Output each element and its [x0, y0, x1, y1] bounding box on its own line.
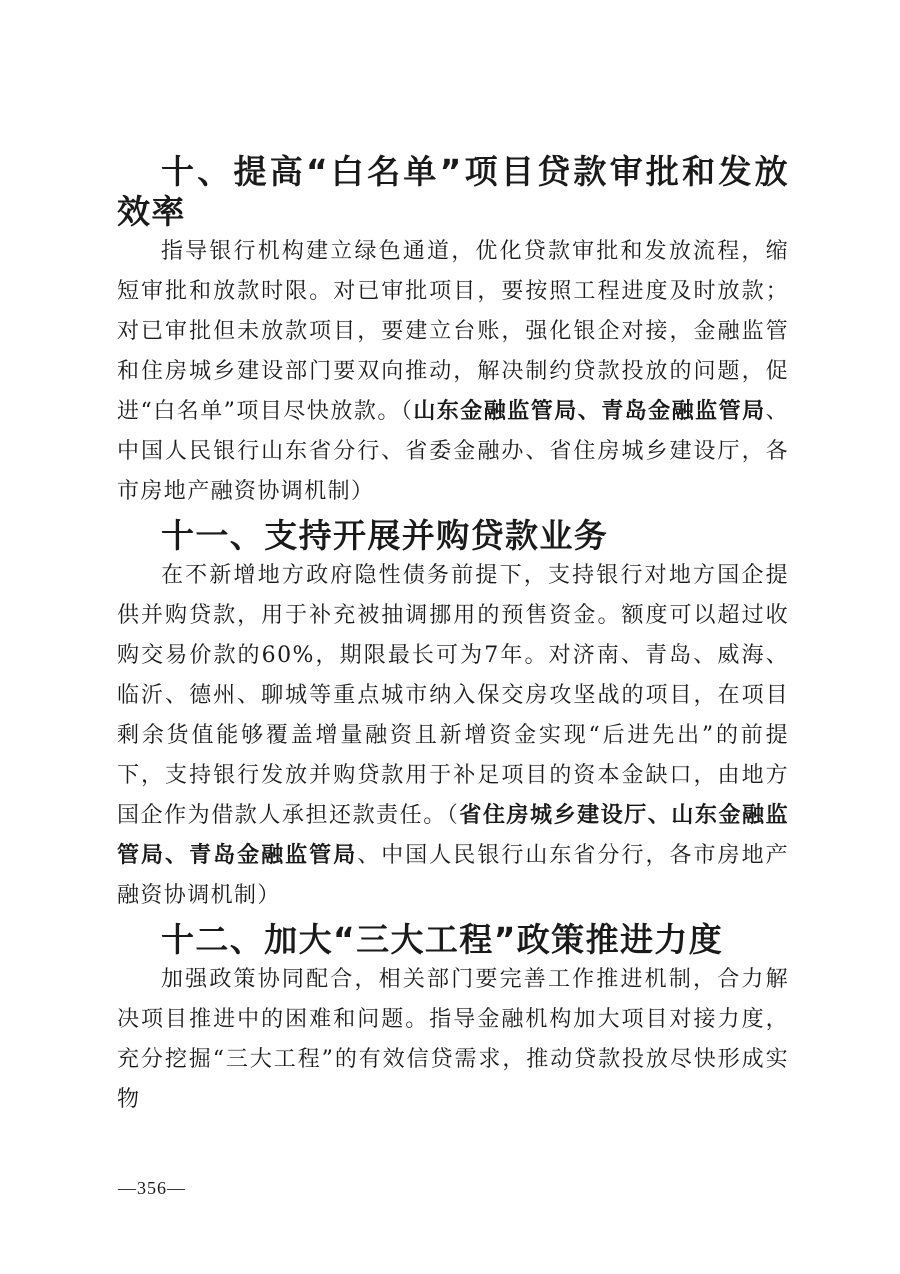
section-10-text: 指导银行机构建立绿色通道，优化贷款审批和发放流程，缩短审批和放款时限。对已审批项目，要按照工程进度及时放款；对已审批但未放款项目，要建立台账，强化银企对接，金融监管和住房城乡建设部门要双向推动，解决制约贷款投放的问题，促进“白名单”项目尽快放款。	[117, 239, 789, 424]
section-10-body	[117, 232, 789, 512]
section-11-text: 在不新增地方政府隐性债务前提下，支持银行对地方国企提供并购贷款，用于补充被抽调挪用的预售资金。额度可以超过收购交易价款的60%，期限最长可为7年。对济南、青岛、威海、临沂、德州、聊城等重点城市纳入保交房攻坚战的项目，在项目剩余货值能够覆盖增量融资且新增资金实现“后进先出”的前提下，支持银行发放并购贷款用于补足项目的资本金缺口，由地方国企作为借款人承担还款责任。	[117, 563, 789, 828]
document-body	[117, 152, 789, 1124]
section-11-body	[117, 556, 789, 916]
section-12-body	[117, 960, 789, 1120]
section-10-other-agencies: 、中国人民银行山东省分行、省委金融办、省住房城乡建设厅，各市房地产融资协调机制）	[117, 399, 789, 504]
section-10-title: 十、提高“白名单”项目贷款审批和发放效率	[117, 152, 789, 231]
section-11-lead-agencies: 省住房城乡建设厅、山东金融监管局、青岛金融监管局	[117, 803, 789, 868]
section-10-lead-agencies: 山东金融监管局、青岛金融监管局	[413, 399, 766, 424]
section-10-agency-open: （	[400, 399, 414, 424]
section-11-agency-open: （	[446, 803, 460, 828]
section-12-text: 加强政策协同配合，相关部门要完善工作推进机制，合力解决项目推进中的困难和问题。指导金融机构加大项目对接力度，充分挖掘“三大工程”的有效信贷需求，推动贷款投放尽快形成实物	[117, 967, 789, 1112]
section-11-other-agencies: 、中国人民银行山东省分行，各市房地产融资协调机制）	[117, 843, 789, 908]
section-12-title: 十二、加大“三大工程”政策推进力度	[161, 920, 724, 959]
page-number: —356—	[118, 1178, 186, 1198]
section-11-title: 十一、支持开展并购贷款业务	[161, 516, 609, 555]
